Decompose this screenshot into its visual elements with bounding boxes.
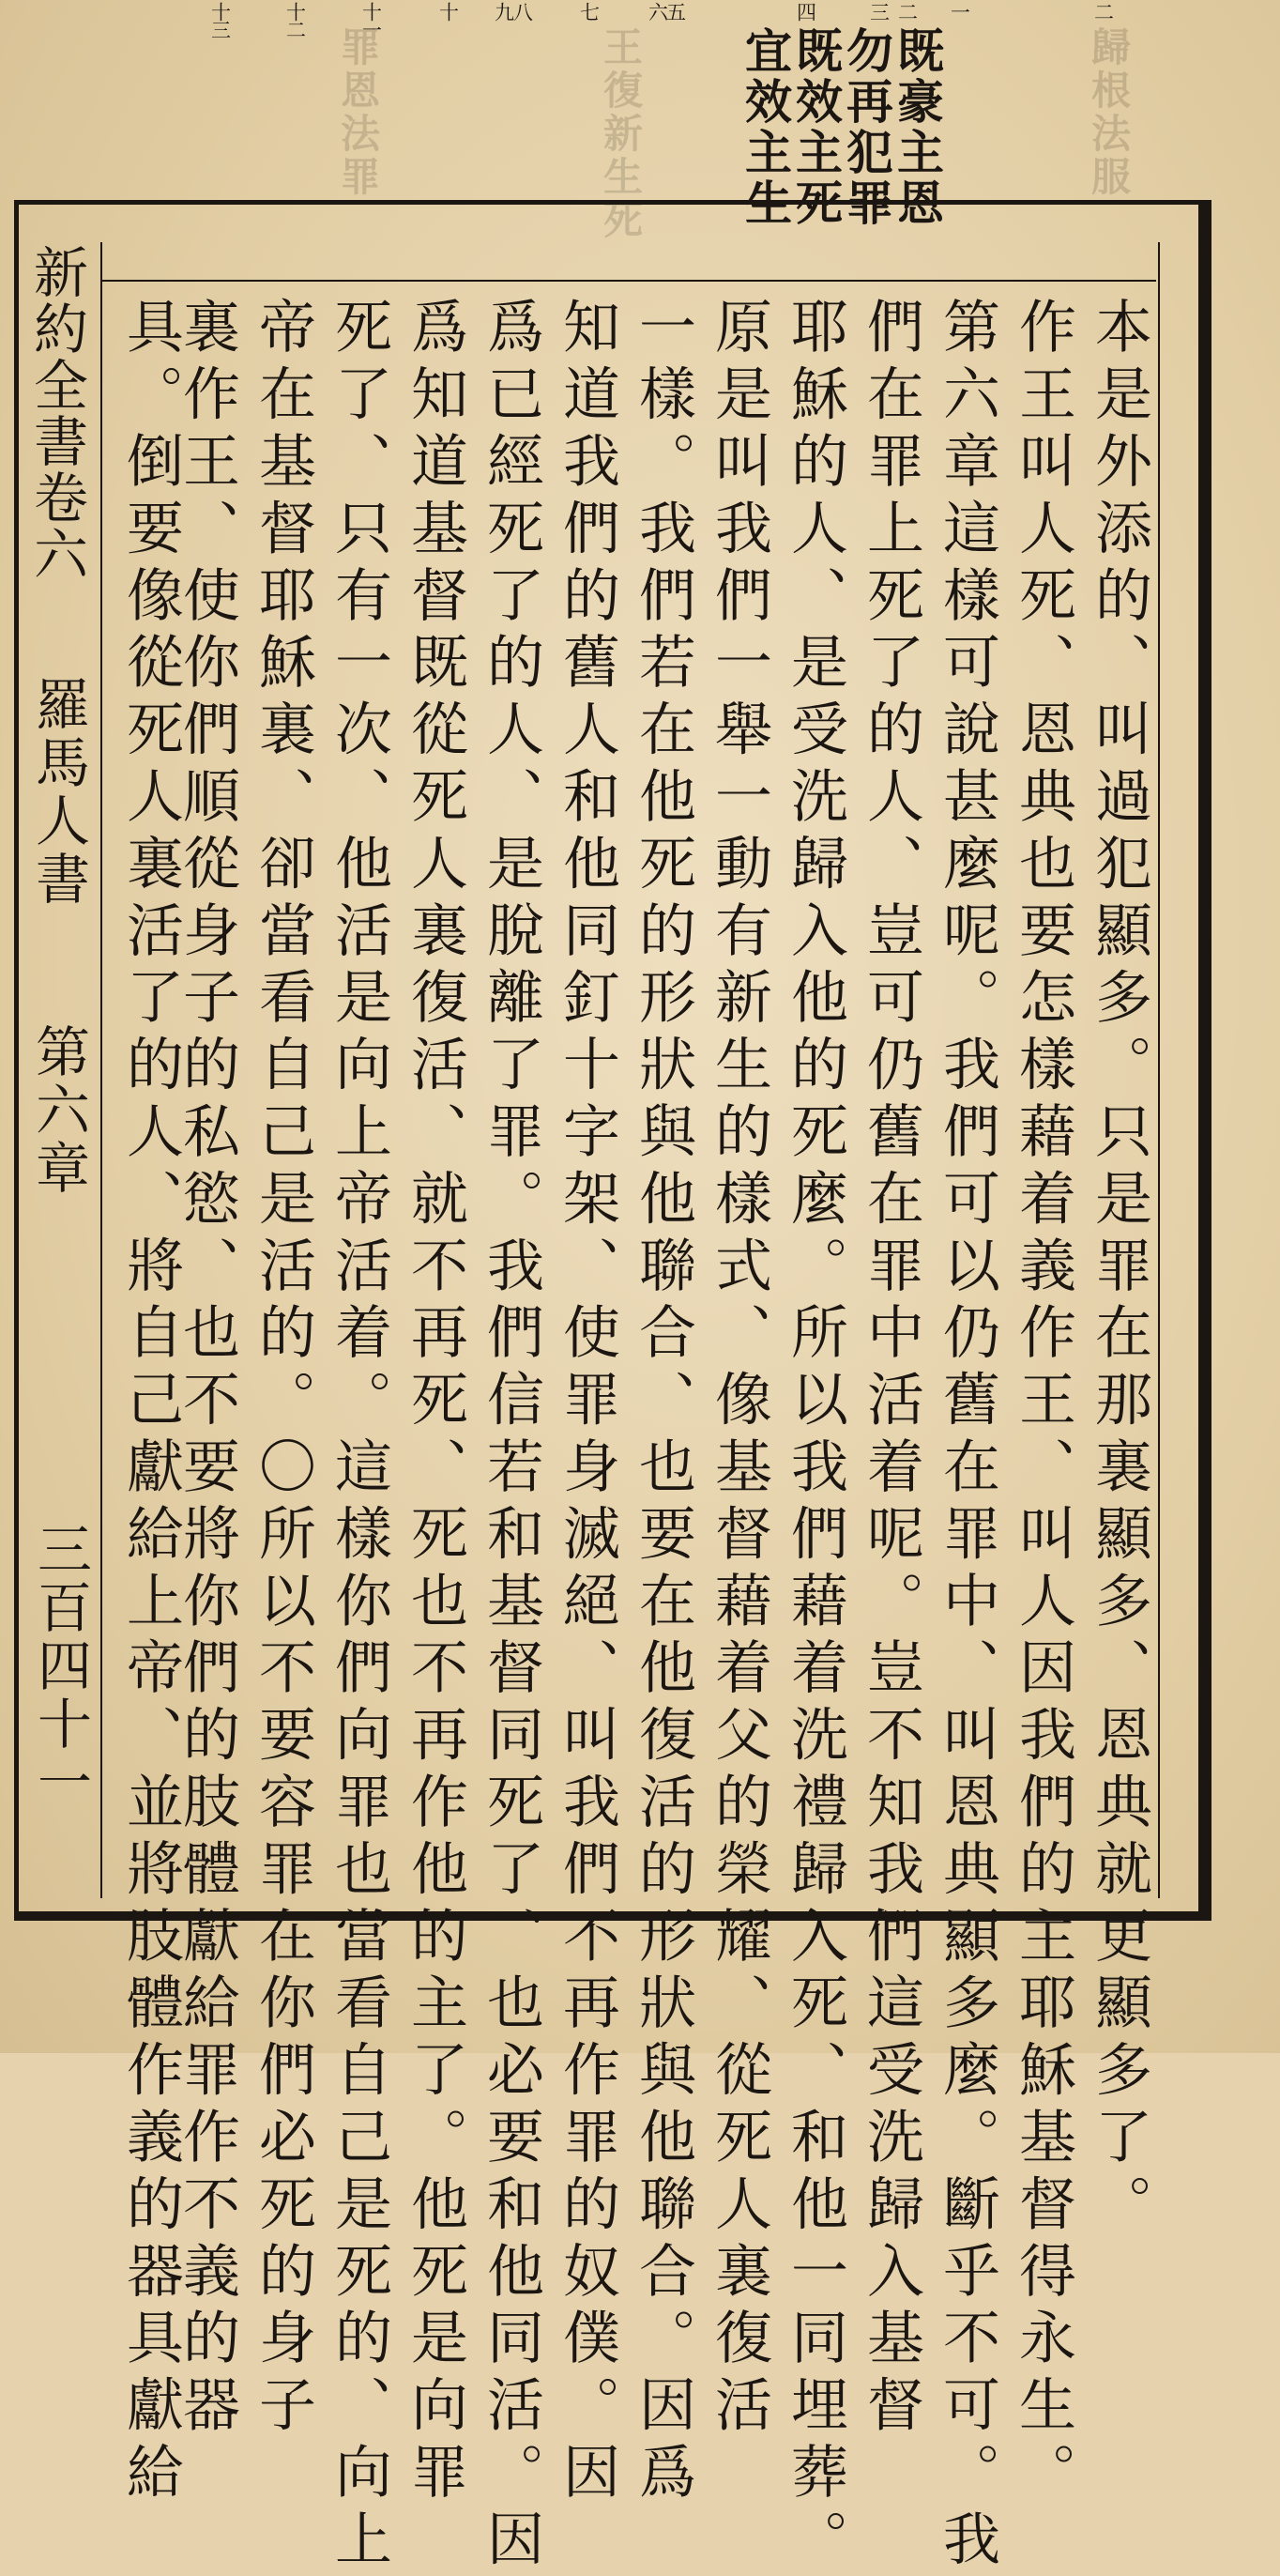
headnote: 勿再犯罪 [839,26,894,229]
text-column: 爲已經死了的人、是脫離了罪。我們信若和基督同死了、也必要和他同活。因 [478,297,544,2576]
text-column: 裏作王、使你們順從身子的私慾、也不要將你們的肢體獻給罪作不義的器 [174,297,240,2442]
verse-number: 十 [436,2,460,20]
verse-number: 九 [492,2,515,20]
bleed-through-text: 王復新生死 [598,26,644,242]
text-column: 一樣。我們若在他死的形狀與他聯合、也要在他復活的形狀與他聯合。因爲 [630,297,696,2509]
text-column: 原是叫我們一舉一動有新生的樣式、像基督藉着父的榮耀、從死人裏復活 [706,297,772,2442]
verse-number: 五 [663,2,687,20]
verse-number: 一 [948,2,971,20]
chapter-label: 第六章 [26,1023,90,1198]
verse-number: 六 [646,2,669,20]
text-column: 死了、只有一次、他活是向上帝活着。這樣你們向罪也當看自己是死的、向上 [326,297,392,2576]
text-column: 知道我們的舊人和他同釘十字架、使罪身滅絕、叫我們不再作罪的奴僕。因 [554,297,620,2509]
verse-number: 十一 [359,2,383,38]
verse-number: 四 [794,2,817,20]
text-column: 帝在基督耶穌裏、卻當看自己是活的。〇所以不要容罪在你們必死的身子 [250,297,316,2442]
headnote: 宜效主生 [738,26,793,229]
book-title: 新約全書卷六 [24,244,88,582]
text-column: 具。倒要像從死人裏活了的人、將自己獻給上帝、並將肢體作義的器具獻給 [117,297,184,2509]
headnote: 既豪主恩 [890,26,945,229]
bleed-through-text: 罪恩法罪 [335,26,381,199]
text-column: 爲知道基督既從死人裏復活、就不再死、死也不再作他的主了。他死是向罪 [402,297,468,2509]
bleed-through-text: 歸根法服 [1086,26,1132,199]
text-column: 們在罪上死了的人、豈可仍舊在罪中活着呢。豈不知我們這受洗歸入基督 [858,297,924,2442]
headnote: 既效主死 [788,26,844,229]
text-column: 耶穌的人、是受洗歸入他的死麼。所以我們藉着洗禮歸入死、和他一同埋葬。 [782,297,848,2576]
verse-number: 七 [577,2,601,20]
book-name: 羅馬人書 [26,676,90,909]
verse-number: 三 [867,2,891,20]
verse-number-strip [100,242,1156,282]
text-column: 作王叫人死、恩典也要怎樣藉着義作王、叫人因我們的主耶穌基督得永生。 [1010,297,1076,2509]
verse-number: 八 [510,2,534,20]
page-number: 三百四十一 [28,1521,92,1812]
verse-number: 二 [895,2,919,20]
text-column: 第六章這樣可說甚麼呢。我們可以仍舊在罪中、叫恩典顯多麼。斷乎不可。我 [934,297,1000,2576]
verse-number: 十二 [283,2,307,38]
verse-number: 十三 [208,2,232,38]
verse-number: 二 [1091,2,1115,20]
text-column: 本是外添的、叫過犯顯多。只是罪在那裏顯多、恩典就更顯多了。 [1086,297,1152,2241]
